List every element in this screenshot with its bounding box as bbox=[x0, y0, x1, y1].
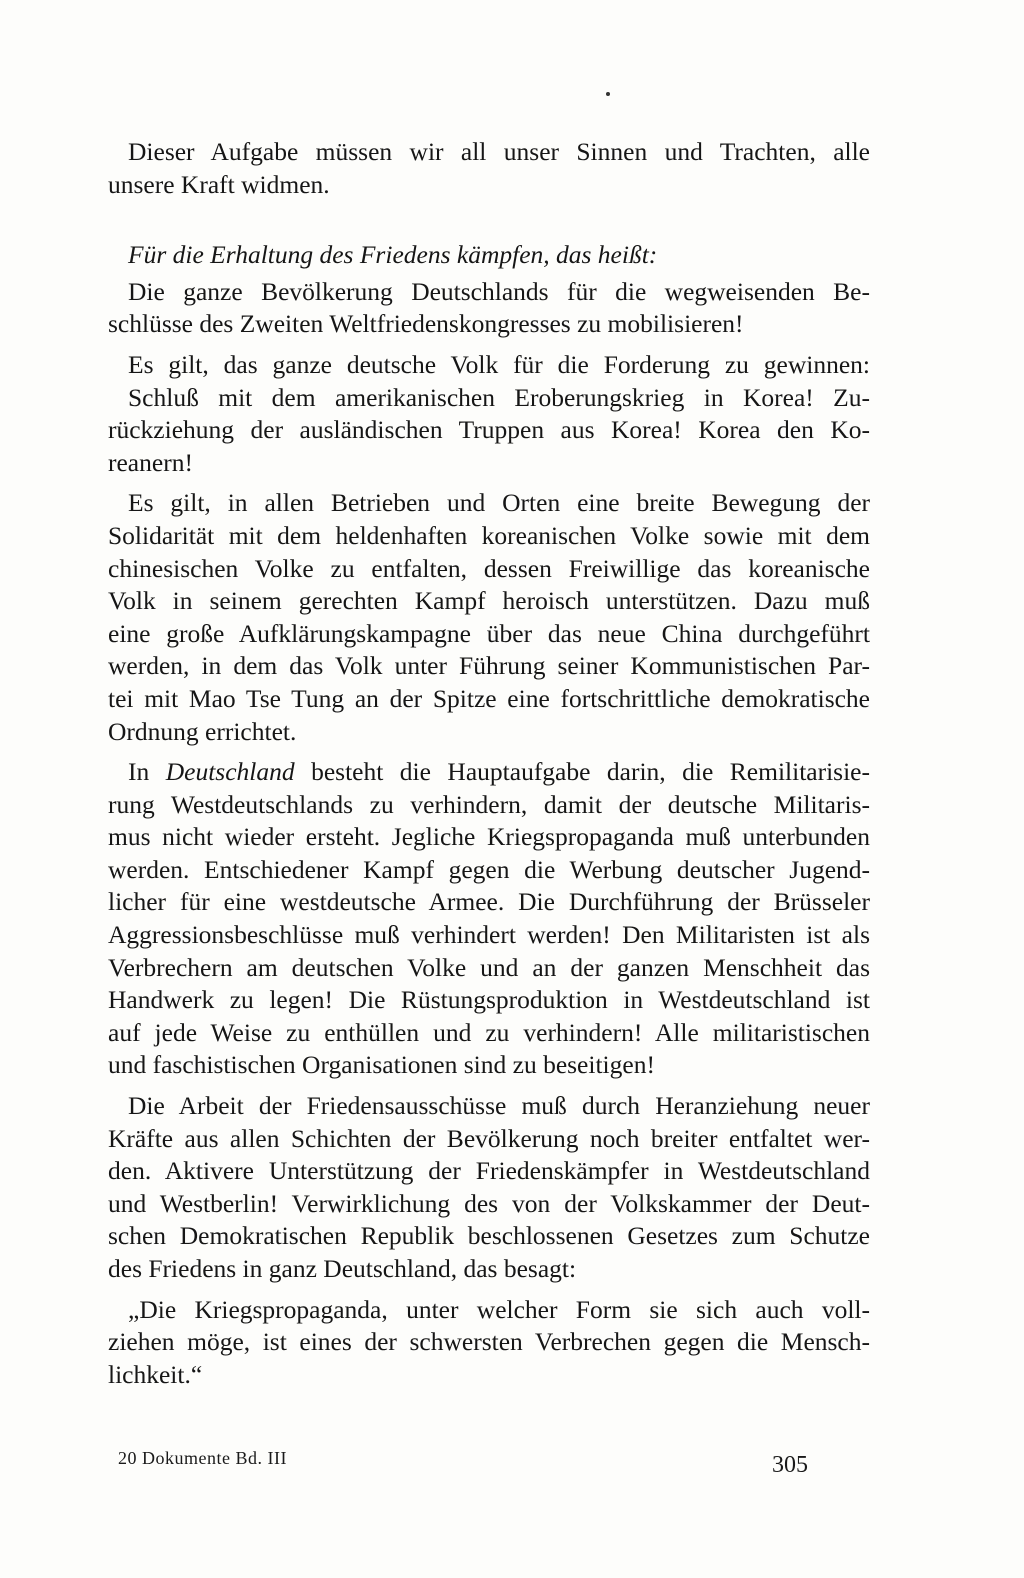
print-speck bbox=[606, 92, 610, 96]
text-line: Solidarität mit dem heldenhaften koreanischen Volke sowie mit dem bbox=[108, 520, 870, 550]
paragraph-2 bbox=[108, 276, 870, 341]
text-line: tei mit Mao Tse Tung an der Spitze eine fortschrittliche demokratische bbox=[108, 683, 870, 713]
text-line: Aggressionsbeschlüsse muß verhindert werden! Den Militaristen ist als bbox=[108, 920, 870, 950]
text-line-prefix: In bbox=[128, 757, 166, 787]
text-line: Die ganze Bevölkerung Deutschlands für die wegweisenden Be- bbox=[128, 276, 870, 306]
text-line: Kräfte aus allen Schichten der Bevölkerung noch breiter entfaltet wer- bbox=[108, 1123, 870, 1153]
text-line: chinesischen Volke zu entfalten, dessen Freiwillige das koreanische bbox=[108, 553, 870, 583]
text-line: schlüsse des Zweiten Weltfriedenskongresses zu mobilisieren! bbox=[108, 309, 744, 339]
text-line: und Westberlin! Verwirklichung des von der Volkskammer der Deut- bbox=[108, 1188, 870, 1218]
paragraph-1 bbox=[108, 136, 870, 201]
text-line: schen Demokratischen Republik beschlossenen Gesetzes zum Schutze bbox=[108, 1221, 870, 1251]
section-heading bbox=[118, 239, 870, 272]
text-line: ziehen möge, ist eines der schwersten Verbrechen gegen die Mensch- bbox=[108, 1327, 870, 1357]
text-line: lichkeit.“ bbox=[108, 1359, 203, 1389]
text-line: den. Aktivere Unterstützung der Friedenskämpfer in Westdeutschland bbox=[108, 1156, 870, 1186]
paragraph-6 bbox=[108, 756, 870, 1082]
text-line: Die Arbeit der Friedensausschüsse muß durch Heranziehung neuer bbox=[128, 1091, 870, 1121]
text-line: Handwerk zu legen! Die Rüstungsproduktion in Westdeutschland ist bbox=[108, 985, 870, 1015]
text-line: Es gilt, das ganze deutsche Volk für die Forderung zu gewinnen: bbox=[128, 349, 870, 379]
paragraph-4 bbox=[108, 382, 870, 480]
text-line: unsere Kraft widmen. bbox=[108, 169, 330, 199]
text-line: Für die Erhaltung des Friedens kämpfen, das heißt: bbox=[128, 240, 658, 270]
text-line: und faschistischen Organisationen sind zu beseitigen! bbox=[108, 1050, 655, 1080]
signature-mark: 20 Dokumente Bd. III bbox=[118, 1448, 287, 1468]
text-line: Dieser Aufgabe müssen wir all unser Sinnen und Trachten, alle bbox=[128, 137, 870, 166]
text-line: licher für eine westdeutsche Armee. Die Durchführung der Brüsseler bbox=[108, 887, 870, 917]
text-line-suffix: besteht die Hauptaufgabe darin, die Remilitarisie- bbox=[294, 757, 870, 787]
text-line: Schluß mit dem amerikanischen Eroberungskrieg in Korea! Zu- bbox=[128, 382, 870, 412]
text-line: Es gilt, in allen Betrieben und Orten eine breite Bewegung der bbox=[128, 488, 870, 518]
paragraph-7 bbox=[108, 1090, 870, 1286]
text-line: mus nicht wieder ersteht. Jegliche Kriegspropaganda muß unterbunden bbox=[108, 822, 870, 852]
quote-paragraph bbox=[108, 1294, 870, 1392]
text-line bbox=[118, 756, 870, 789]
text-line: eine große Aufklärungskampagne über das neue China durchgeführt bbox=[108, 618, 870, 648]
text-line: auf jede Weise zu enthüllen und zu verhindern! Alle militaristischen bbox=[108, 1017, 870, 1047]
text-line: des Friedens in ganz Deutschland, das besagt: bbox=[108, 1254, 577, 1283]
paragraph-3 bbox=[118, 349, 870, 382]
paragraph-5 bbox=[108, 487, 870, 748]
body-text bbox=[108, 136, 870, 1391]
text-line: Volk in seinem gerechten Kampf heroisch unterstützen. Dazu muß bbox=[108, 586, 870, 616]
text-line: werden. Entschiedener Kampf gegen die Werbung deutscher Jugend- bbox=[108, 854, 870, 884]
text-line: reanern! bbox=[108, 447, 193, 477]
text-line: rückziehung der ausländischen Truppen aus Korea! Korea den Ko- bbox=[108, 415, 870, 445]
page-number: 305 bbox=[772, 1452, 808, 1478]
text-line: rung Westdeutschlands zu verhindern, damit der deutsche Militaris- bbox=[108, 789, 870, 819]
italic-emphasis: Deutschland bbox=[165, 757, 295, 787]
text-line: werden, in dem das Volk unter Führung seiner Kommunistischen Par- bbox=[108, 651, 870, 681]
text-line: Ordnung errichtet. bbox=[108, 716, 297, 746]
text-line: Verbrechern am deutschen Volke und an der ganzen Menschheit das bbox=[108, 952, 870, 982]
text-line: „Die Kriegspropaganda, unter welcher Form sie sich auch voll- bbox=[128, 1294, 870, 1324]
